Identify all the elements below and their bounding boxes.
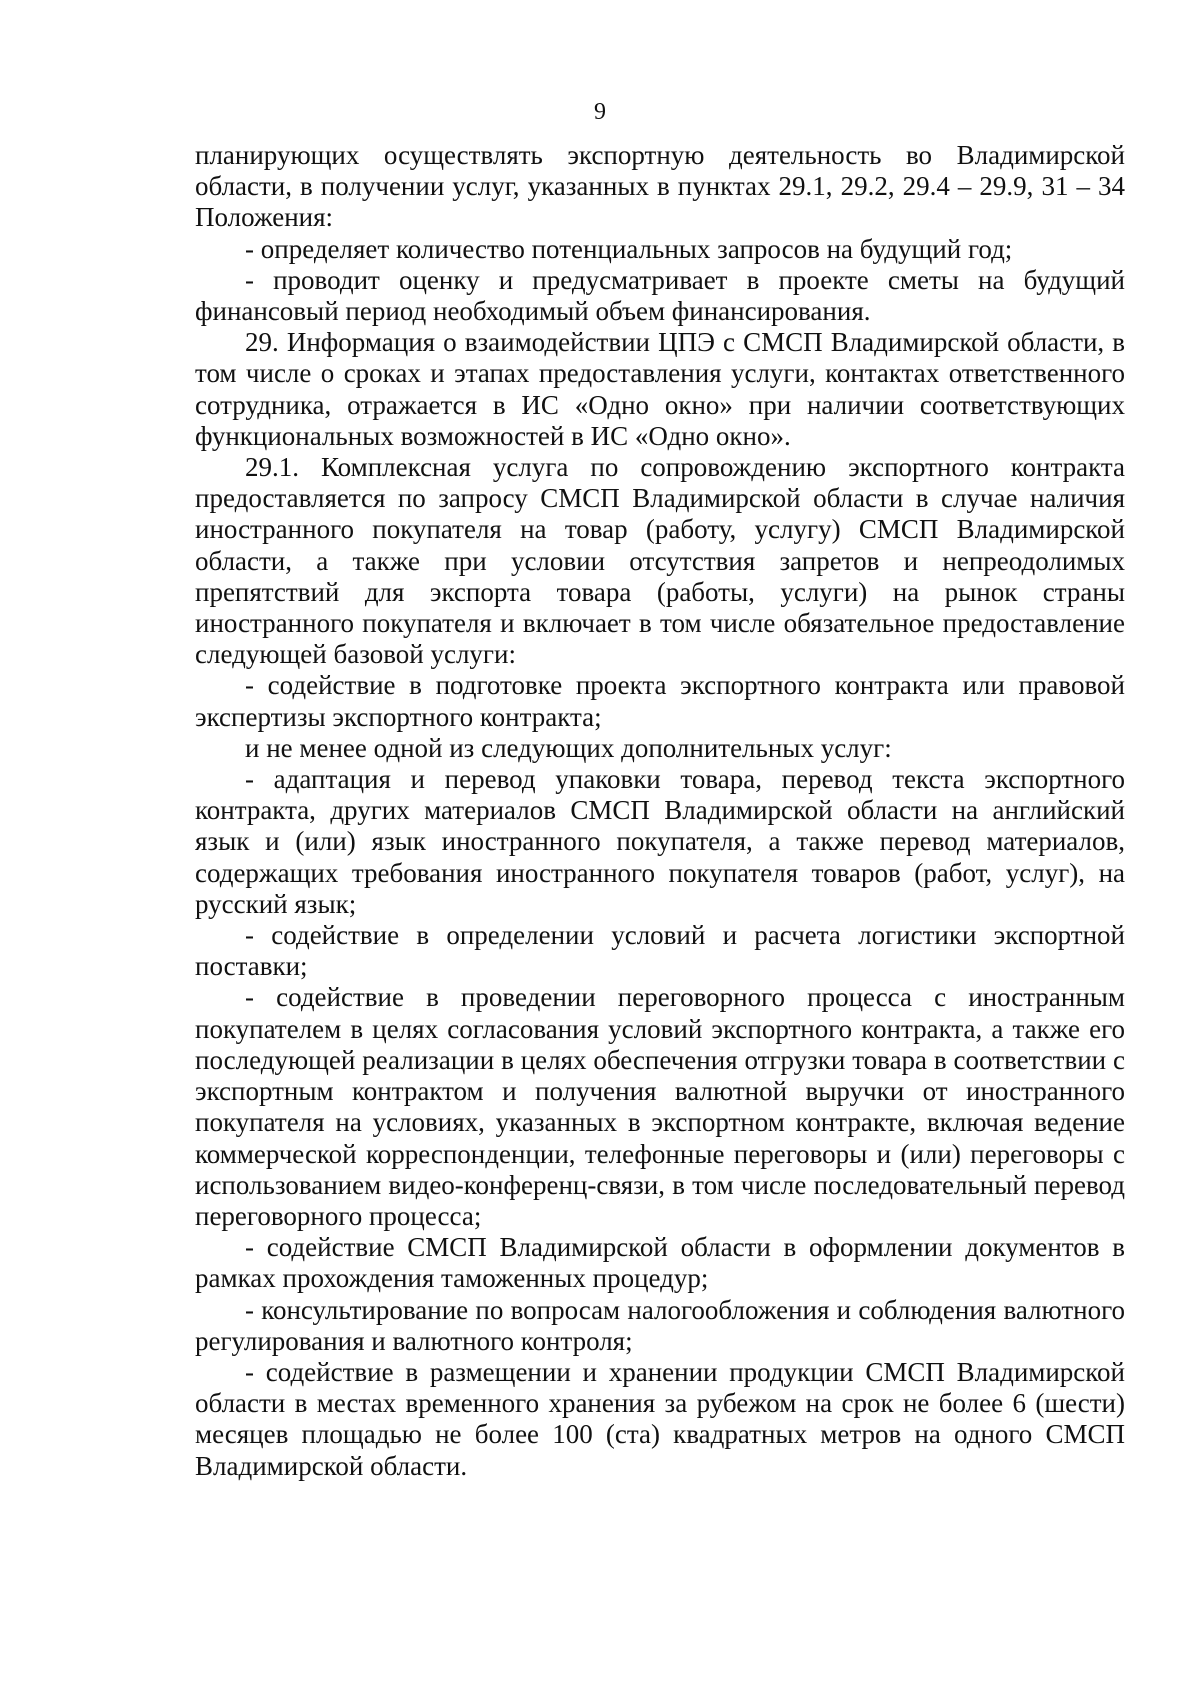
paragraph: - содействие в проведении переговорного процесса с иностранным покупателем в целях согласования условий экспортного контракта, а также его последующей реализации в целях обеспечения отгрузки товара в соответствии с экспортным контрактом и получения валютной выручки от иностранного покупателя на условиях, указанных в экспортном контракте, включая ведение коммерческой корреспонденции, телефонные переговоры и (или) переговоры с использованием видео-конференц-связи, в том числе последовательный перевод переговорного процесса; bbox=[195, 982, 1125, 1231]
paragraph: - адаптация и перевод упаковки товара, перевод текста экспортного контракта, других материалов СМСП Владимирской области на английский язык и (или) язык иностранного покупателя, а также перевод материалов, содержащих требования иностранного покупателя товаров (работ, услуг), на русский язык; bbox=[195, 764, 1125, 919]
paragraph: - определяет количество потенциальных запросов на будущий год; bbox=[245, 233, 1013, 264]
paragraph: - содействие СМСП Владимирской области в оформлении документов в рамках прохождения таможенных процедур; bbox=[195, 1232, 1125, 1294]
paragraph: планирующих осуществлять экспортную деятельность во Владимирской области, в получении услуг, указанных в пунктах 29.1, 29.2, 29.4 – 29.9, 31 – 34 Положения: bbox=[195, 140, 1125, 233]
paragraph: 29. Информация о взаимодействии ЦПЭ с СМСП Владимирской области, в том числе о сроках и этапах предоставления услуги, контактах ответственного сотрудника, отражается в ИС «Одно окно» при наличии соответствующих функциональных возможностей в ИС «Одно окно». bbox=[195, 327, 1125, 451]
paragraph: и не менее одной из следующих дополнительных услуг: bbox=[245, 732, 892, 763]
page-number: 9 bbox=[594, 99, 606, 125]
paragraph: - содействие в размещении и хранении продукции СМСП Владимирской области в местах временного хранения за рубежом на срок не более 6 (шести) месяцев площадью не более 100 (ста) квадратных метров на одного СМСП Владимирской области. bbox=[195, 1356, 1125, 1481]
document-body bbox=[195, 140, 1125, 1482]
paragraph: - консультирование по вопросам налогообложения и соблюдения валютного регулирования и валютного контроля; bbox=[195, 1294, 1125, 1356]
paragraph: 29.1. Комплексная услуга по сопровождению экспортного контракта предоставляется по запросу СМСП Владимирской области в случае наличия иностранного покупателя на товар (работу, услугу) СМСП Владимирской области, а также при условии отсутствия запретов и непреодолимых препятствий для экспорта товара (работы, услуги) на рынок страны иностранного покупателя и включает в том числе обязательное предоставление следующей базовой услуги: bbox=[195, 452, 1125, 670]
paragraph: - содействие в определении условий и расчета логистики экспортной поставки; bbox=[195, 920, 1125, 982]
paragraph: - проводит оценку и предусматривает в проекте сметы на будущий финансовый период необходимый объем финансирования. bbox=[195, 264, 1125, 327]
paragraph: - содействие в подготовке проекта экспортного контракта или правовой экспертизы экспортного контракта; bbox=[195, 670, 1125, 732]
